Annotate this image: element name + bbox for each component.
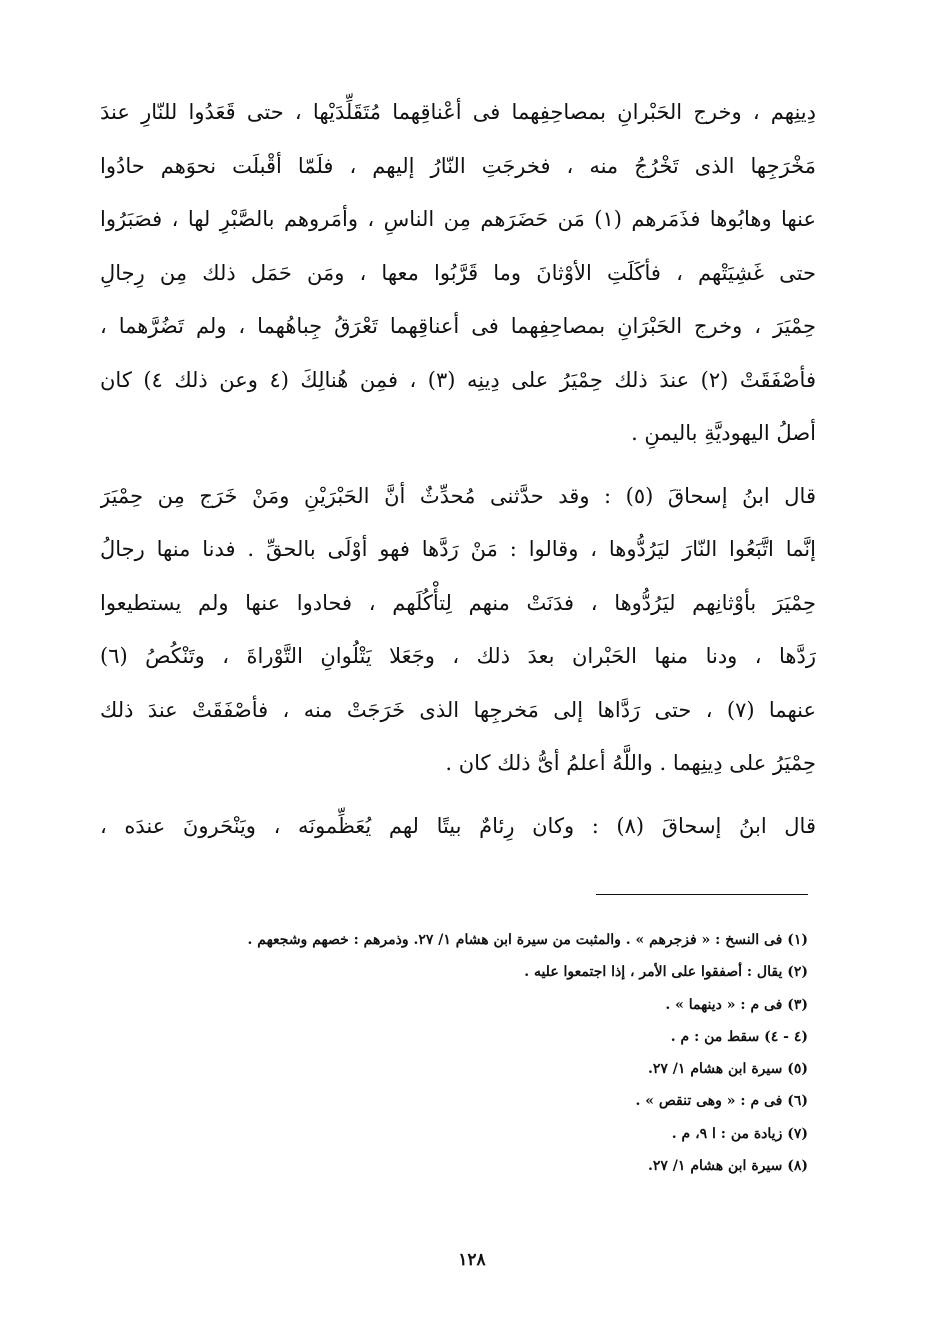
text-line: رَدَّها ، ودنا منها الحَبْران بعدَ ذلك ، وجَعَلا يَتْلُوانِ التَّوْراةَ ، وتَنْكُصُ (٦) [100,644,816,668]
text-line: عنهما (٧) ، حتى رَدَّاها إلى مَخرجِها الذى خَرَجَتْ منه ، فأصْفَقَتْ عندَ ذلك [100,697,816,722]
footnote: (٤ - ٤) سقط من : م . [670,1028,808,1045]
page-number: ١٢٨ [458,1250,486,1270]
text-line: حِمْيَرَ بأوْثانِهم ليَرُدُّوها ، فدَنَتْ منهم لِتأْكُلَهم ، فحادوا عنها ولم يستطيعوا [100,590,816,615]
paragraph-3 [100,800,816,854]
footnotes [100,924,808,1182]
text-line: حتى غَشِيَتْهم ، فأكَلَتِ الأوْثانَ وما قَرَّبُوا معها ، ومَن حَمَل ذلك مِن رِجالِ [100,260,816,285]
footnote: (٢) يقال : أصفقوا على الأمر ، إذا اجتمعوا عليه . [524,964,808,981]
paragraph-1 [100,86,816,461]
paragraph-2 [100,470,816,791]
footnote: (٨) سيرة ابن هشام ١/ ٢٧. [648,1158,808,1175]
text-line: قال ابنُ إسحاقَ (٥) : وقد حدَّثنى مُحدِّثٌ أنَّ الحَبْرَيْنِ ومَنْ خَرَج مِن حِمْيَرَ [100,483,816,508]
text-line: حِمْيَرَ ، وخرج الحَبْرَانِ بمصاحِفِهما فى أعناقِهما تَعْرَقُ جِباهُهما ، ولم تَضُرَّهما ، [100,314,816,338]
main-text [100,86,816,853]
text-line: إنَّما اتَّبَعُوا النّارَ ليَرُدُّوها ، وقالوا : مَنْ رَدَّها فهو أوْلَى بالحقِّ . فدنا منها رجالُ [100,537,816,561]
text-line: دِينِهم ، وخرج الحَبْرانِ بمصاحِفِهما فى أعْناقِهما مُتَقَلِّدَيْها ، حتى قَعَدُوا للنّارِ عندَ [100,100,816,124]
footnote: (١) فى النسخ : « فزجرهم » . والمثبت من سيرة ابن هشام ١/ ٢٧. وذمرهم : خصهم وشجعهم . [247,932,808,948]
text-line: قال ابنُ إسحاقَ (٨) : وكان رِئامٌ بيتًا لهم يُعَظِّمونَه ، ويَنْحَرونَ عندَه ، [100,813,816,838]
text-line: فأصْفَقَتْ (٢) عندَ ذلك حِمْيَرُ على دِينِه (٣) ، فمِن هُنالِكَ (٤ وعن ذلك ٤) كان [100,367,816,392]
paragraph-gap [100,791,816,800]
footnote: (٥) سيرة ابن هشام ١/ ٢٧. [648,1061,808,1078]
footnote: (٦) فى م : « وهى تنقص » . [635,1093,808,1110]
footnote: (٣) فى م : « دينهما » . [665,996,808,1013]
text-line: عنها وهابُوها فذَمَرهم (١) مَن حَضَرَهم مِن الناسِ ، وأمَروهم بالصَّبْرِ لها ، فصَبَرُوا [100,207,816,231]
text-line: حِمْيَرُ على دِينِهما . واللَّهُ أعلمُ أىُّ ذلك كان . [445,751,816,775]
text-line: مَخْرَجِها الذى تَخْرُجُ منه ، فخرجَتِ النّارُ إليهم ، فلَمّا أقْبلَت نحوَهم حادُوا [100,153,816,178]
text-line: أصلُ اليهوديَّةِ باليمنِ . [631,421,816,445]
footnote: (٧) زيادة من : ا ٩، م . [671,1125,808,1142]
paragraph-gap [100,461,816,470]
footnote-divider [596,894,808,895]
